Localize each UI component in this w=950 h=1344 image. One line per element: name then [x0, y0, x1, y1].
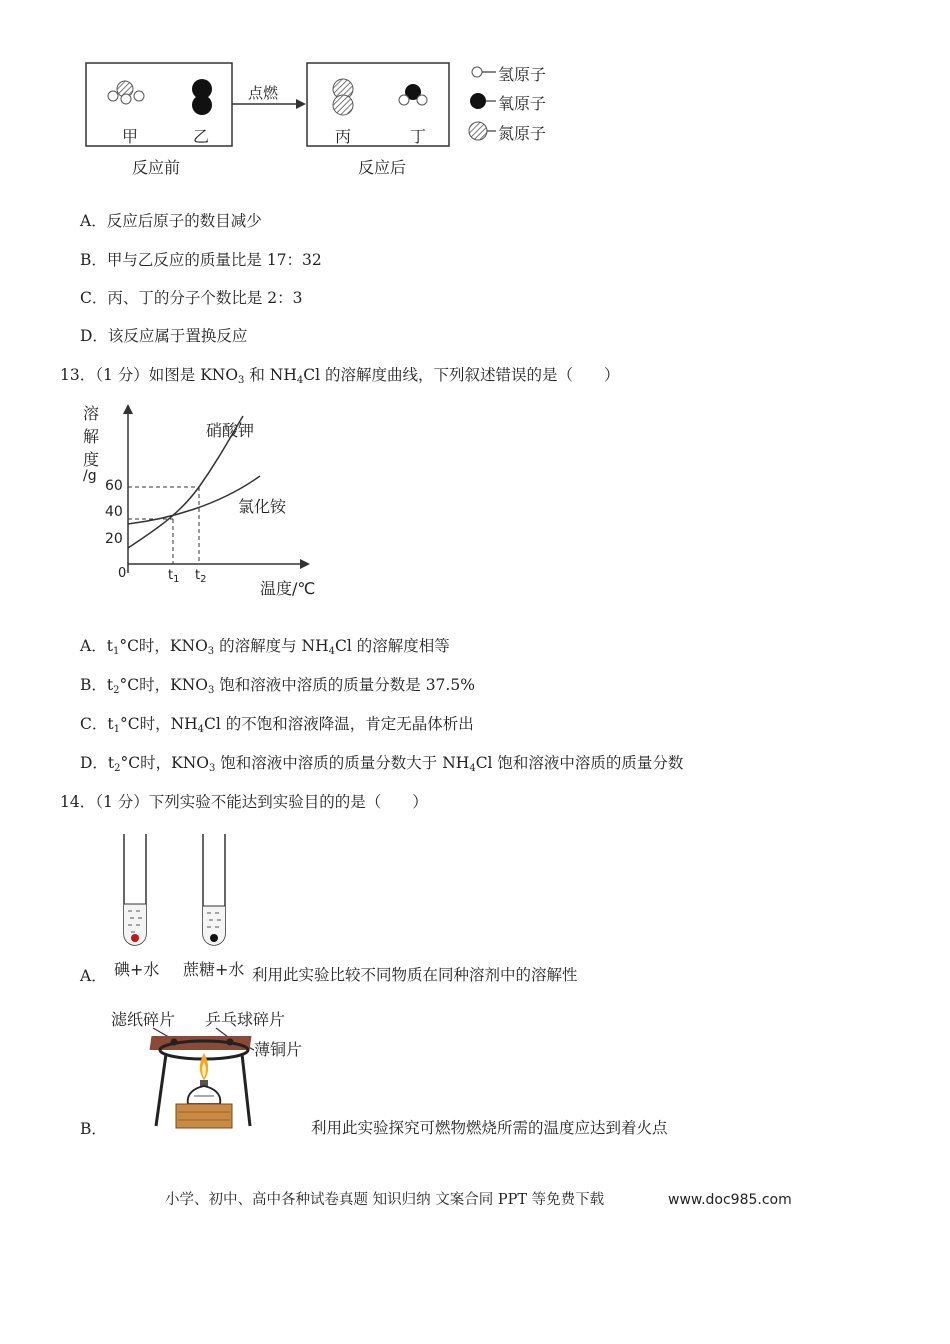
legend-nitrogen-icon	[469, 122, 496, 140]
ylabel-char-3: 度	[83, 450, 100, 469]
caption-after: 反应后	[358, 158, 407, 177]
q12-option-c: C．丙、丁的分子个数比是 2：3	[80, 289, 303, 307]
legend-hydrogen-icon	[472, 67, 496, 77]
box-after	[307, 63, 449, 146]
y-tick-20: 20	[105, 531, 123, 547]
tripod-leg-left	[156, 1054, 166, 1126]
x-tick-t1: $t_1$	[168, 568, 180, 585]
test-tube-iodine	[124, 834, 146, 945]
arrow-label: 点燃	[248, 84, 279, 102]
label-yi: 乙	[193, 127, 210, 146]
q13-option-b: B．$t_2^\circ C$时，$KNO_3$ 饱和溶液中溶质的质量分数是 37.5%	[80, 676, 475, 696]
alcohol-lamp	[188, 1086, 221, 1104]
nh4cl-label: 氯化铵	[238, 497, 287, 516]
q13-option-c: C．$t_1^\circ C$时，$NH_4Cl$ 的不饱和溶液降温，肯定无晶体析出	[80, 715, 474, 735]
ylabel-unit: /g	[83, 468, 97, 484]
q13-option-d: D．$t_2^\circ C$时，$KNO_3$ 饱和溶液中溶质的质量分数大于 $NH_4Cl$ 饱和溶液中溶质的质量分数	[80, 754, 684, 774]
test-tube-sucrose	[203, 834, 225, 945]
q14-option-a-text: 利用此实验比较不同物质在同种溶剂中的溶解性	[252, 966, 578, 984]
q14-stem: 14．（1 分）下列实验不能达到实验目的的是（ ）	[60, 793, 428, 811]
label-filter-paper: 滤纸碎片	[111, 1010, 176, 1029]
label-ding: 丁	[410, 127, 427, 146]
legend-nitrogen: 氮原子	[498, 124, 547, 143]
label-bing: 丙	[335, 127, 352, 146]
kno3-label: 硝酸钾	[206, 421, 255, 440]
tube-label-sucrose: 蔗糖+水	[183, 960, 245, 979]
footer-text: 小学、初中、高中各种试卷真题 知识归纳 文案合同 PPT 等免费下载	[165, 1192, 605, 1208]
legend-hydrogen: 氢原子	[498, 65, 547, 84]
test-tubes-figure	[110, 828, 255, 983]
caption-before: 反应前	[132, 158, 181, 177]
q14-option-a-letter: A．	[80, 967, 107, 985]
wooden-block	[176, 1104, 232, 1128]
legend-oxygen-icon	[470, 93, 496, 109]
y-tick-0: 0	[118, 566, 127, 581]
xlabel: 温度/℃	[260, 579, 316, 598]
q12-option-d: D．该反应属于置换反应	[80, 327, 248, 345]
label-jia: 甲	[122, 127, 139, 146]
ylabel-char-1: 溶	[83, 404, 100, 423]
q13-option-a: A．$t_1^\circ C$时，$KNO_3$ 的溶解度与 $NH_4Cl$ 的溶解度相等	[80, 637, 450, 657]
y-tick-40: 40	[105, 504, 123, 520]
test-tubes-svg	[110, 828, 255, 948]
q12-option-a: A．反应后原子的数目减少	[80, 212, 262, 230]
q13-stem: 13．（1 分）如图是 $KNO_3$ 和 $NH_4Cl$ 的溶解度曲线，下列叙述错误的是（ ）	[60, 366, 620, 386]
ylabel-char-2: 解	[83, 427, 100, 446]
tripod-leg-right	[242, 1054, 250, 1126]
q12-option-b: B．甲与乙反应的质量比是 17：32	[80, 251, 322, 269]
burning-apparatus-figure	[108, 1004, 318, 1134]
label-ping-pong: 乒乓球碎片	[205, 1010, 286, 1029]
solubility-chart	[78, 398, 328, 603]
label-copper-sheet: 薄铜片	[254, 1040, 303, 1059]
q14-option-b-text: 利用此实验探究可燃物燃烧所需的温度应达到着火点	[311, 1119, 668, 1137]
q14-option-b-letter: B．	[80, 1120, 107, 1138]
footer-link[interactable]: www.doc985.com	[668, 1192, 792, 1208]
x-tick-t2: $t_2$	[195, 568, 207, 585]
reaction-diagram	[80, 58, 580, 183]
y-tick-60: 60	[105, 478, 123, 494]
tube-label-iodine: 碘+水	[114, 960, 160, 979]
legend-oxygen: 氧原子	[498, 94, 547, 113]
